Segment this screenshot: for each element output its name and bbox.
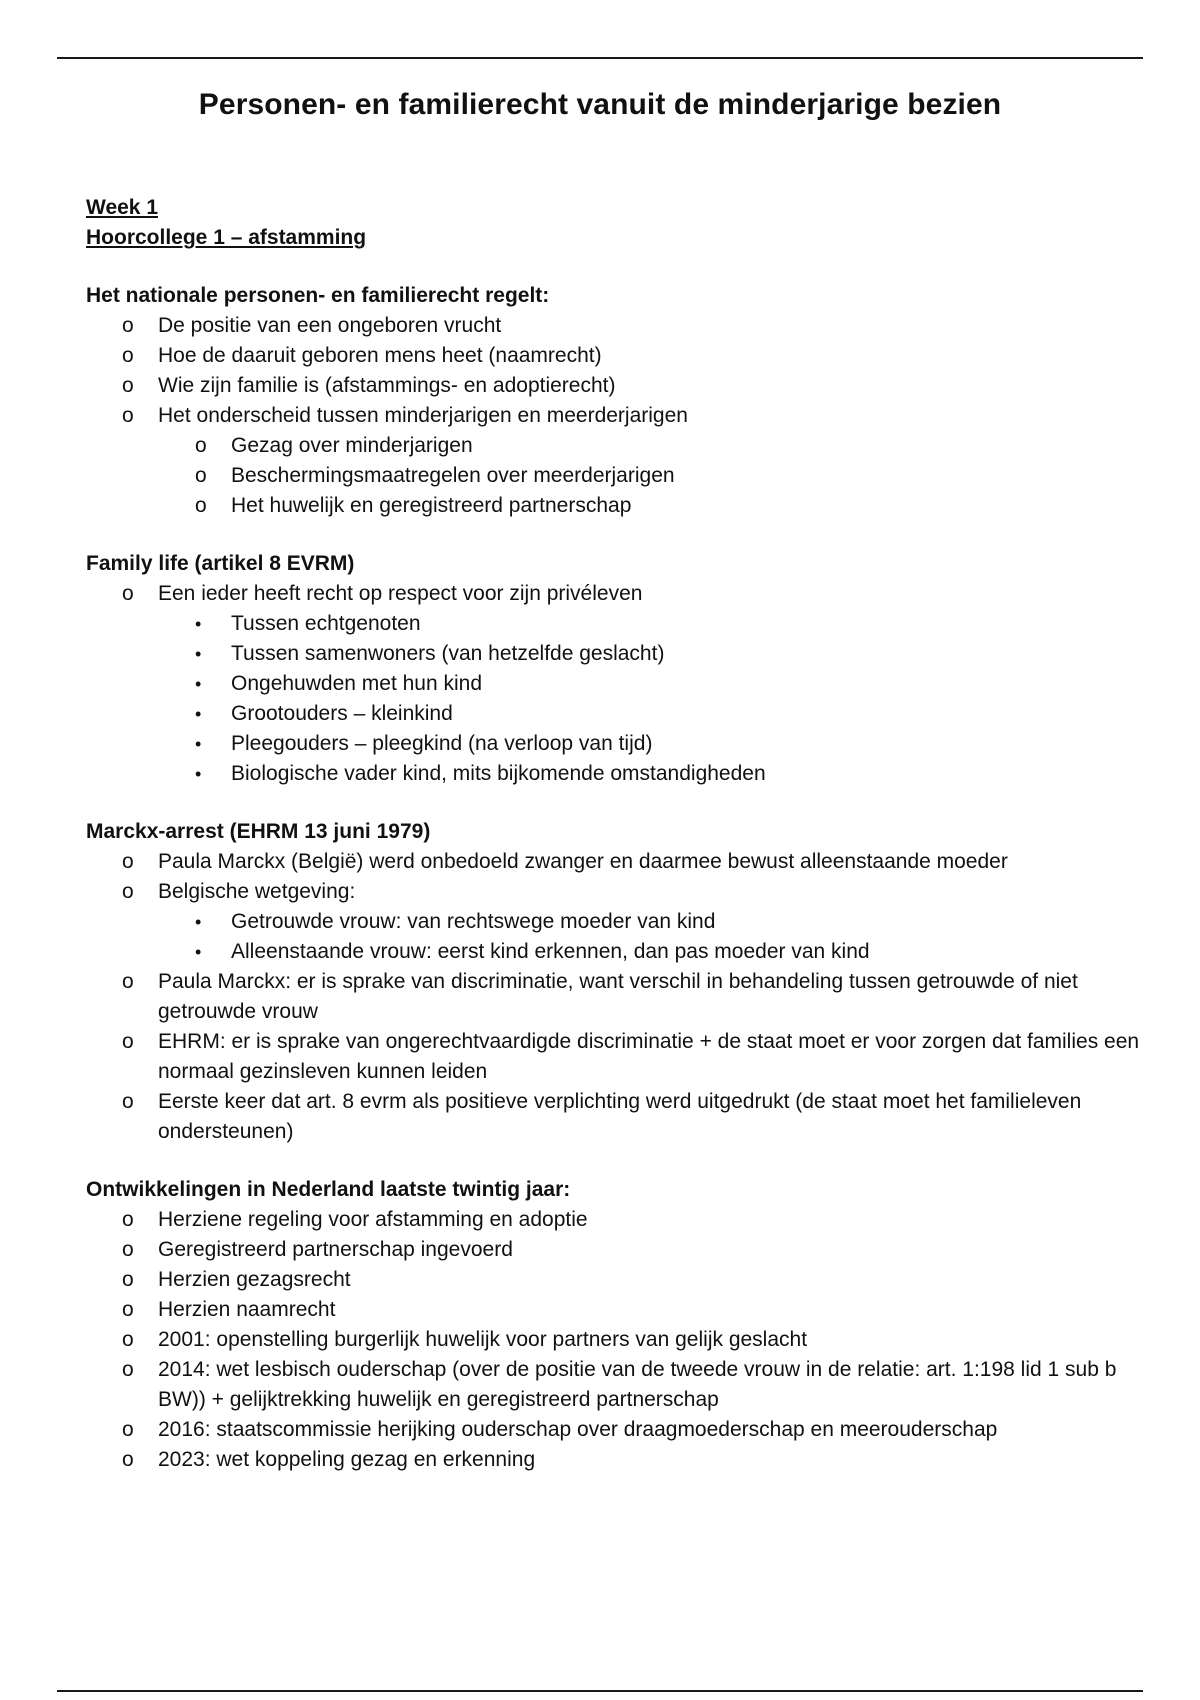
circle-bullet-icon: o: [122, 1030, 134, 1053]
list-item: o 2023: wet koppeling gezag en erkenning: [158, 1445, 1146, 1475]
national-law-list: [86, 311, 1146, 521]
sub-list-item: • Alleenstaande vrouw: eerst kind erkennen, dan pas moeder van kind: [231, 937, 1146, 967]
dot-bullet-icon: •: [195, 644, 202, 664]
dot-bullet-icon: •: [195, 912, 202, 932]
circle-bullet-icon: o: [122, 1418, 134, 1441]
bottom-rule: [57, 1690, 1143, 1692]
list-item: o Wie zijn familie is (afstammings- en adoptierecht): [158, 371, 1146, 401]
document-body: [86, 193, 1146, 1475]
list-item: o 2014: wet lesbisch ouderschap (over de positie van de tweede vrouw in de relatie: art. 1:198 lid 1 sub b BW)) + gelijktrekking huwelijk en geregistreerd partnerschap: [158, 1355, 1146, 1415]
sub-list-item: • Tussen echtgenoten: [231, 609, 1146, 639]
list-item: o Een ieder heeft recht op respect voor zijn privéleven • Tussen echtgenoten • Tussen samenwoners (van hetzelfde geslacht) • Ongehuwden met hun kind • Grootouders – kleinkind • Pleegouders – pleegkind (na verloop van tijd) • Biologische vader kind, mits bijkomende omstandigheden: [158, 579, 1146, 789]
circle-bullet-icon: o: [122, 582, 134, 605]
list-item: o Paula Marckx (België) werd onbedoeld zwanger en daarmee bewust alleenstaande moeder: [158, 847, 1146, 877]
circle-bullet-icon: o: [122, 314, 134, 337]
dot-bullet-icon: •: [195, 734, 202, 754]
circle-bullet-icon: o: [122, 1268, 134, 1291]
section-heading-family-life: Family life (artikel 8 EVRM): [86, 552, 355, 575]
sub-list-item: o Het huwelijk en geregistreerd partnerschap: [231, 491, 1146, 521]
dot-bullet-icon: •: [195, 942, 202, 962]
list-item: o Eerste keer dat art. 8 evrm als positieve verplichting werd uitgedrukt (de staat moet het familieleven ondersteunen): [158, 1087, 1146, 1147]
list-item: o Herziene regeling voor afstamming en adoptie: [158, 1205, 1146, 1235]
section-heading-marckx: Marckx-arrest (EHRM 13 juni 1979): [86, 820, 431, 843]
lecture-heading: Hoorcollege 1 – afstamming: [86, 226, 367, 249]
sub-list-item: o Gezag over minderjarigen: [231, 431, 1146, 461]
circle-bullet-icon: o: [122, 344, 134, 367]
circle-bullet-icon: o: [122, 970, 134, 993]
sub-list-item: • Ongehuwden met hun kind: [231, 669, 1146, 699]
sub-list-item: • Biologische vader kind, mits bijkomende omstandigheden: [231, 759, 1146, 789]
list-item: o De positie van een ongeboren vrucht: [158, 311, 1146, 341]
top-rule: [57, 57, 1143, 59]
circle-bullet-icon: o: [122, 404, 134, 427]
sub-list: [158, 431, 1146, 521]
list-item: o EHRM: er is sprake van ongerechtvaardigde discriminatie + de staat moet er voor zorgen dat families een normaal gezinsleven kunnen leiden: [158, 1027, 1146, 1087]
section-heading-developments: Ontwikkelingen in Nederland laatste twintig jaar:: [86, 1178, 571, 1201]
circle-bullet-icon: o: [195, 434, 207, 457]
sub-list-item: • Grootouders – kleinkind: [231, 699, 1146, 729]
list-item: o Belgische wetgeving: • Getrouwde vrouw: van rechtswege moeder van kind • Alleenstaande vrouw: eerst kind erkennen, dan pas moeder van kind: [158, 877, 1146, 967]
circle-bullet-icon: o: [122, 374, 134, 397]
sub-list: [158, 907, 1146, 967]
circle-bullet-icon: o: [122, 880, 134, 903]
dot-bullet-icon: •: [195, 674, 202, 694]
list-item: o 2016: staatscommissie herijking ouderschap over draagmoederschap en meerouderschap: [158, 1415, 1146, 1445]
list-item: o 2001: openstelling burgerlijk huwelijk voor partners van gelijk geslacht: [158, 1325, 1146, 1355]
sub-list-item: o Beschermingsmaatregelen over meerderjarigen: [231, 461, 1146, 491]
sub-list: [158, 609, 1146, 789]
circle-bullet-icon: o: [195, 494, 207, 517]
circle-bullet-icon: o: [122, 850, 134, 873]
list-item: o Hoe de daaruit geboren mens heet (naamrecht): [158, 341, 1146, 371]
document-title: Personen- en familierecht vanuit de minderjarige bezien: [198, 88, 1002, 121]
sub-list-item: • Tussen samenwoners (van hetzelfde geslacht): [231, 639, 1146, 669]
sub-list-item: • Getrouwde vrouw: van rechtswege moeder van kind: [231, 907, 1146, 937]
circle-bullet-icon: o: [122, 1298, 134, 1321]
dot-bullet-icon: •: [195, 704, 202, 724]
circle-bullet-icon: o: [122, 1448, 134, 1471]
list-item: o Paula Marckx: er is sprake van discriminatie, want verschil in behandeling tussen getrouwde of niet getrouwde vrouw: [158, 967, 1146, 1027]
circle-bullet-icon: o: [195, 464, 207, 487]
marckx-list: [86, 847, 1146, 1147]
list-item: o Het onderscheid tussen minderjarigen en meerderjarigen o Gezag over minderjarigen o Beschermingsmaatregelen over meerderjarigen o Het huwelijk en geregistreerd partnerschap: [158, 401, 1146, 521]
circle-bullet-icon: o: [122, 1358, 134, 1381]
circle-bullet-icon: o: [122, 1328, 134, 1351]
list-item: o Herzien gezagsrecht: [158, 1265, 1146, 1295]
week-heading: Week 1: [86, 196, 158, 219]
section-heading-national-law: Het nationale personen- en familierecht regelt:: [86, 284, 550, 307]
list-item: o Herzien naamrecht: [158, 1295, 1146, 1325]
list-item: o Geregistreerd partnerschap ingevoerd: [158, 1235, 1146, 1265]
sub-list-item: • Pleegouders – pleegkind (na verloop van tijd): [231, 729, 1146, 759]
family-life-list: [86, 579, 1146, 789]
circle-bullet-icon: o: [122, 1090, 134, 1113]
developments-list: [86, 1205, 1146, 1475]
dot-bullet-icon: •: [195, 764, 202, 784]
circle-bullet-icon: o: [122, 1238, 134, 1261]
circle-bullet-icon: o: [122, 1208, 134, 1231]
dot-bullet-icon: •: [195, 614, 202, 634]
